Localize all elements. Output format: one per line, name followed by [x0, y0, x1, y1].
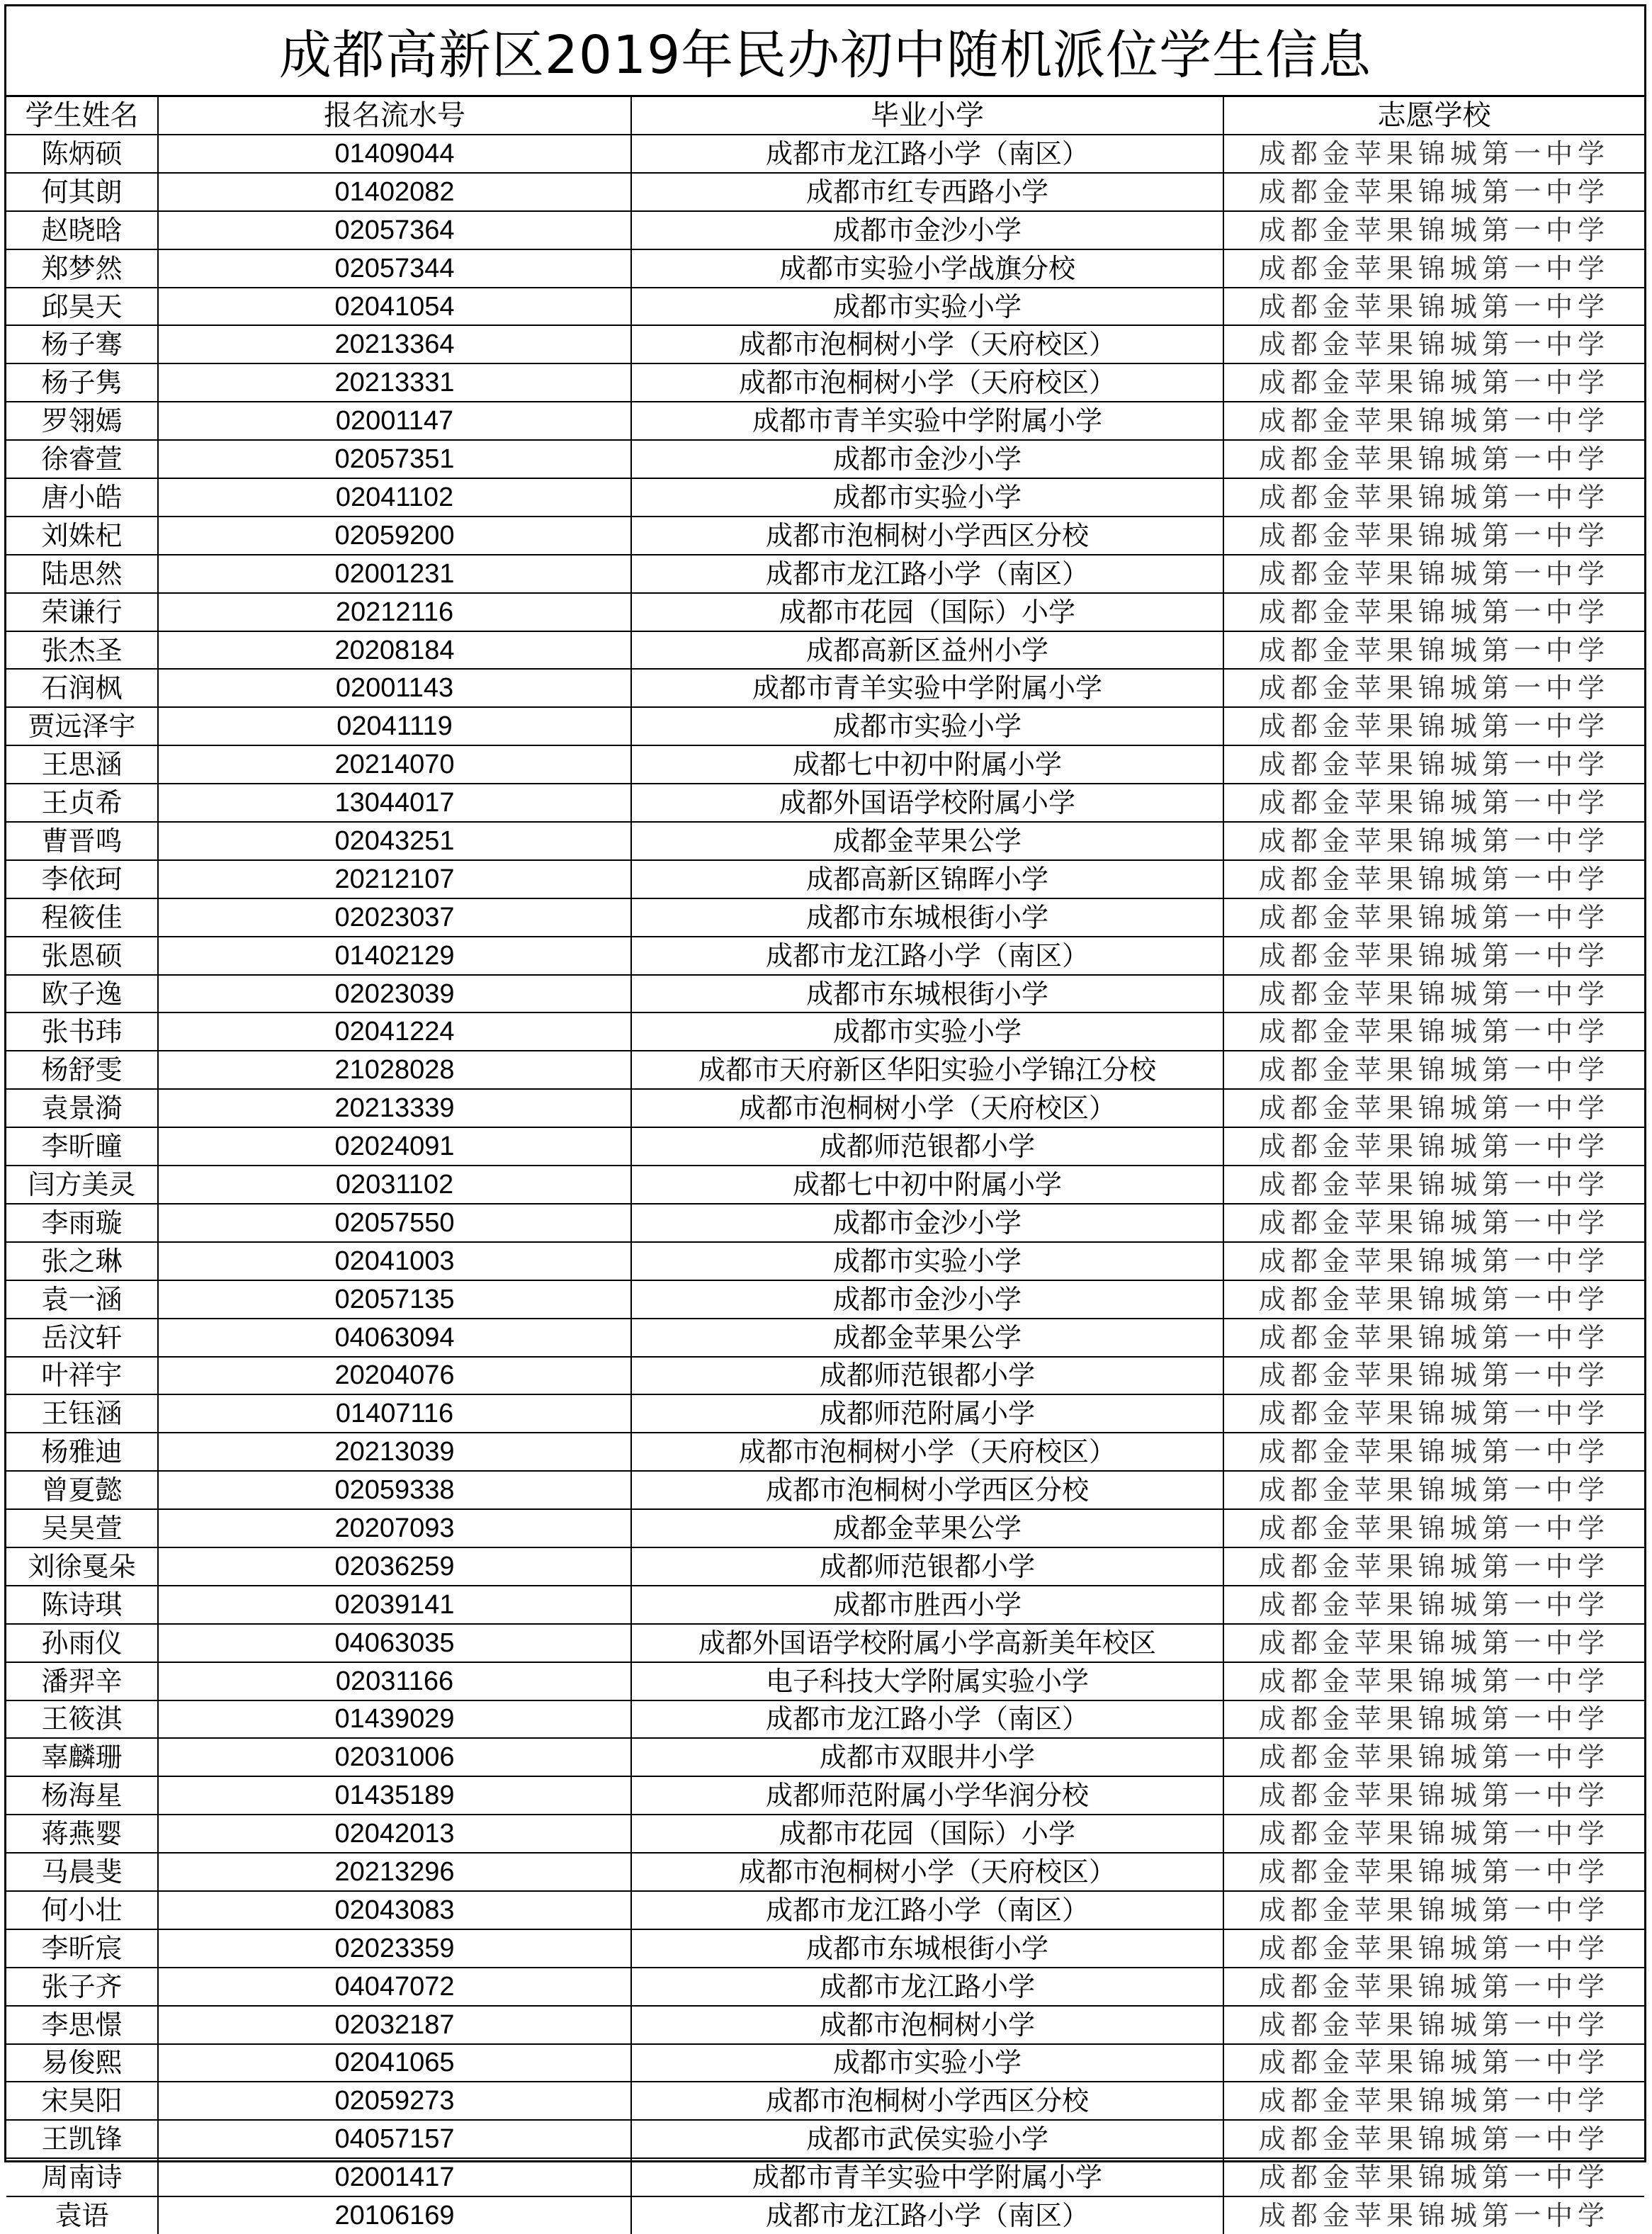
volunteer-school-cell: 成都金苹果锦城第一中学: [1223, 784, 1644, 822]
header-student-name: 学生姓名: [6, 97, 158, 135]
registration-number-cell: 02042013: [158, 1815, 631, 1853]
student-name-cell: 王贞希: [6, 784, 158, 822]
registration-number-cell: 21028028: [158, 1051, 631, 1089]
registration-number-cell: 02057135: [158, 1280, 631, 1319]
primary-school-cell: 成都市龙江路小学: [631, 1968, 1223, 2006]
table-row: [6, 1586, 1644, 1624]
volunteer-school-cell: 成都金苹果锦城第一中学: [1223, 1012, 1644, 1051]
primary-school-cell: 成都市龙江路小学（南区）: [631, 937, 1223, 975]
registration-number-cell: 04057157: [158, 2120, 631, 2158]
table-row: [6, 1891, 1644, 1929]
table-row: [6, 1127, 1644, 1166]
primary-school-cell: 成都市东城根街小学: [631, 898, 1223, 937]
volunteer-school-cell: 成都金苹果锦城第一中学: [1223, 2158, 1644, 2196]
student-name-cell: 潘羿辛: [6, 1662, 158, 1700]
primary-school-cell: 成都市龙江路小学（南区）: [631, 2196, 1223, 2234]
student-name-cell: 张书玮: [6, 1012, 158, 1051]
registration-number-cell: 02024091: [158, 1127, 631, 1166]
table-row: [6, 173, 1644, 211]
registration-number-cell: 01439029: [158, 1700, 631, 1739]
student-name-cell: 李依珂: [6, 860, 158, 898]
registration-number-cell: 20213339: [158, 1089, 631, 1127]
volunteer-school-cell: 成都金苹果锦城第一中学: [1223, 1776, 1644, 1815]
table-row: [6, 1204, 1644, 1242]
primary-school-cell: 成都高新区益州小学: [631, 631, 1223, 670]
table-row: [6, 1509, 1644, 1547]
primary-school-cell: 成都师范附属小学: [631, 1394, 1223, 1433]
registration-number-cell: 01402082: [158, 173, 631, 211]
registration-number-cell: 02041119: [158, 707, 631, 745]
registration-number-cell: 02057550: [158, 1204, 631, 1242]
table-row: [6, 1815, 1644, 1853]
primary-school-cell: 成都高新区锦晖小学: [631, 860, 1223, 898]
student-name-cell: 王思涵: [6, 745, 158, 784]
volunteer-school-cell: 成都金苹果锦城第一中学: [1223, 1204, 1644, 1242]
student-name-cell: 刘姝杞: [6, 517, 158, 555]
volunteer-school-cell: 成都金苹果锦城第一中学: [1223, 2044, 1644, 2082]
table-row: [6, 555, 1644, 593]
registration-number-cell: 02041054: [158, 288, 631, 326]
primary-school-cell: 成都金苹果公学: [631, 1319, 1223, 1357]
volunteer-school-cell: 成都金苹果锦城第一中学: [1223, 1662, 1644, 1700]
student-name-cell: 王凯锋: [6, 2120, 158, 2158]
registration-number-cell: 20207093: [158, 1509, 631, 1547]
volunteer-school-cell: 成都金苹果锦城第一中学: [1223, 1738, 1644, 1776]
student-name-cell: 李雨璇: [6, 1204, 158, 1242]
volunteer-school-cell: 成都金苹果锦城第一中学: [1223, 1394, 1644, 1433]
student-name-cell: 杨舒雯: [6, 1051, 158, 1089]
primary-school-cell: 成都市金沙小学: [631, 1280, 1223, 1319]
student-name-cell: 吴昊萱: [6, 1509, 158, 1547]
student-name-cell: 岳汶轩: [6, 1319, 158, 1357]
table-row: [6, 478, 1644, 517]
primary-school-cell: 成都市实验小学: [631, 288, 1223, 326]
student-name-cell: 陆思然: [6, 555, 158, 593]
student-name-cell: 曾夏懿: [6, 1471, 158, 1509]
primary-school-cell: 成都市青羊实验中学附属小学: [631, 402, 1223, 440]
registration-number-cell: 02059200: [158, 517, 631, 555]
volunteer-school-cell: 成都金苹果锦城第一中学: [1223, 1929, 1644, 1968]
table-row: [6, 1242, 1644, 1280]
student-name-cell: 程筱佳: [6, 898, 158, 937]
student-name-cell: 郑梦然: [6, 249, 158, 288]
table-row: [6, 249, 1644, 288]
volunteer-school-cell: 成都金苹果锦城第一中学: [1223, 593, 1644, 631]
student-name-cell: 邱昊天: [6, 288, 158, 326]
primary-school-cell: 成都师范银都小学: [631, 1127, 1223, 1166]
table-row: [6, 211, 1644, 249]
table-row: [6, 1929, 1644, 1968]
table-row: [6, 631, 1644, 670]
table-row: [6, 975, 1644, 1013]
student-name-cell: 张杰圣: [6, 631, 158, 670]
student-name-cell: 刘徐戛朵: [6, 1547, 158, 1586]
student-name-cell: 王钰涵: [6, 1394, 158, 1433]
primary-school-cell: 电子科技大学附属实验小学: [631, 1662, 1223, 1700]
primary-school-cell: 成都市龙江路小学（南区）: [631, 1891, 1223, 1929]
table-row: [6, 745, 1644, 784]
student-name-cell: 张子齐: [6, 1968, 158, 2006]
registration-number-cell: 13044017: [158, 784, 631, 822]
registration-number-cell: 02001143: [158, 669, 631, 707]
student-name-cell: 马晨斐: [6, 1853, 158, 1891]
student-name-cell: 蒋燕婴: [6, 1815, 158, 1853]
registration-number-cell: 02031006: [158, 1738, 631, 1776]
student-name-cell: 李思憬: [6, 2006, 158, 2044]
volunteer-school-cell: 成都金苹果锦城第一中学: [1223, 1166, 1644, 1204]
table-row: [6, 1738, 1644, 1776]
volunteer-school-cell: 成都金苹果锦城第一中学: [1223, 1280, 1644, 1319]
volunteer-school-cell: 成都金苹果锦城第一中学: [1223, 363, 1644, 402]
registration-number-cell: 02032187: [158, 2006, 631, 2044]
volunteer-school-cell: 成都金苹果锦城第一中学: [1223, 898, 1644, 937]
primary-school-cell: 成都市实验小学: [631, 2044, 1223, 2082]
table-row: [6, 593, 1644, 631]
volunteer-school-cell: 成都金苹果锦城第一中学: [1223, 325, 1644, 363]
registration-number-cell: 02043251: [158, 822, 631, 860]
table-row: [6, 2044, 1644, 2082]
volunteer-school-cell: 成都金苹果锦城第一中学: [1223, 1547, 1644, 1586]
student-name-cell: 周南诗: [6, 2158, 158, 2196]
table-row: [6, 1471, 1644, 1509]
table-row: [6, 860, 1644, 898]
registration-number-cell: 02059338: [158, 1471, 631, 1509]
primary-school-cell: 成都金苹果公学: [631, 822, 1223, 860]
volunteer-school-cell: 成都金苹果锦城第一中学: [1223, 1357, 1644, 1395]
table-row: [6, 784, 1644, 822]
student-name-cell: 袁一涵: [6, 1280, 158, 1319]
student-name-cell: 赵晓晗: [6, 211, 158, 249]
primary-school-cell: 成都市花园（国际）小学: [631, 1815, 1223, 1853]
student-name-cell: 罗翎嫣: [6, 402, 158, 440]
table-row: [6, 822, 1644, 860]
registration-number-cell: 01435189: [158, 1776, 631, 1815]
registration-number-cell: 20214070: [158, 745, 631, 784]
volunteer-school-cell: 成都金苹果锦城第一中学: [1223, 288, 1644, 326]
table-row: [6, 1357, 1644, 1395]
primary-school-cell: 成都七中初中附属小学: [631, 745, 1223, 784]
volunteer-school-cell: 成都金苹果锦城第一中学: [1223, 555, 1644, 593]
registration-number-cell: 02057351: [158, 440, 631, 478]
page-title: 成都高新区2019年民办初中随机派位学生信息: [6, 6, 1644, 97]
header-volunteer-school: 志愿学校: [1223, 97, 1644, 135]
primary-school-cell: 成都市青羊实验中学附属小学: [631, 669, 1223, 707]
student-name-cell: 杨子骞: [6, 325, 158, 363]
registration-number-cell: 02041102: [158, 478, 631, 517]
header-primary-school: 毕业小学: [631, 97, 1223, 135]
student-name-cell: 张恩硕: [6, 937, 158, 975]
registration-number-cell: 02036259: [158, 1547, 631, 1586]
table-row: [6, 135, 1644, 173]
registration-number-cell: 02023039: [158, 975, 631, 1013]
registration-number-cell: 02023037: [158, 898, 631, 937]
primary-school-cell: 成都市泡桐树小学西区分校: [631, 517, 1223, 555]
student-name-cell: 叶祥宇: [6, 1357, 158, 1395]
table-row: [6, 2120, 1644, 2158]
table-body: [6, 135, 1644, 2234]
volunteer-school-cell: 成都金苹果锦城第一中学: [1223, 975, 1644, 1013]
primary-school-cell: 成都金苹果公学: [631, 1509, 1223, 1547]
table-row: [6, 2158, 1644, 2196]
registration-number-cell: 02031102: [158, 1166, 631, 1204]
primary-school-cell: 成都市金沙小学: [631, 440, 1223, 478]
table-row: [6, 1166, 1644, 1204]
table-row: [6, 440, 1644, 478]
volunteer-school-cell: 成都金苹果锦城第一中学: [1223, 1433, 1644, 1471]
registration-number-cell: 02001417: [158, 2158, 631, 2196]
registration-number-cell: 20213364: [158, 325, 631, 363]
volunteer-school-cell: 成都金苹果锦城第一中学: [1223, 211, 1644, 249]
volunteer-school-cell: 成都金苹果锦城第一中学: [1223, 2082, 1644, 2120]
primary-school-cell: 成都外国语学校附属小学高新美年校区: [631, 1624, 1223, 1662]
primary-school-cell: 成都市东城根街小学: [631, 975, 1223, 1013]
primary-school-cell: 成都市泡桐树小学（天府校区）: [631, 1433, 1223, 1471]
registration-number-cell: 02001231: [158, 555, 631, 593]
registration-number-cell: 20212107: [158, 860, 631, 898]
table-row: [6, 898, 1644, 937]
registration-number-cell: 02023359: [158, 1929, 631, 1968]
volunteer-school-cell: 成都金苹果锦城第一中学: [1223, 440, 1644, 478]
table-row: [6, 1280, 1644, 1319]
primary-school-cell: 成都市泡桐树小学西区分校: [631, 2082, 1223, 2120]
volunteer-school-cell: 成都金苹果锦城第一中学: [1223, 631, 1644, 670]
table-row: [6, 937, 1644, 975]
volunteer-school-cell: 成都金苹果锦城第一中学: [1223, 1509, 1644, 1547]
registration-number-cell: 01409044: [158, 135, 631, 173]
student-name-cell: 杨子隽: [6, 363, 158, 402]
student-name-cell: 贾远泽宇: [6, 707, 158, 745]
table-row: [6, 1547, 1644, 1586]
student-name-cell: 曹晋鸣: [6, 822, 158, 860]
student-name-cell: 徐睿萱: [6, 440, 158, 478]
volunteer-school-cell: 成都金苹果锦城第一中学: [1223, 937, 1644, 975]
registration-number-cell: 20204076: [158, 1357, 631, 1395]
table-row: [6, 707, 1644, 745]
student-name-cell: 张之琳: [6, 1242, 158, 1280]
primary-school-cell: 成都市泡桐树小学西区分校: [631, 1471, 1223, 1509]
registration-number-cell: 01402129: [158, 937, 631, 975]
primary-school-cell: 成都市泡桐树小学: [631, 2006, 1223, 2044]
primary-school-cell: 成都市泡桐树小学（天府校区）: [631, 363, 1223, 402]
table-row: [6, 669, 1644, 707]
table-row: [6, 1051, 1644, 1089]
volunteer-school-cell: 成都金苹果锦城第一中学: [1223, 135, 1644, 173]
primary-school-cell: 成都市双眼井小学: [631, 1738, 1223, 1776]
primary-school-cell: 成都市泡桐树小学（天府校区）: [631, 325, 1223, 363]
primary-school-cell: 成都市红专西路小学: [631, 173, 1223, 211]
registration-number-cell: 20213296: [158, 1853, 631, 1891]
primary-school-cell: 成都市实验小学战旗分校: [631, 249, 1223, 288]
student-name-cell: 何小壮: [6, 1891, 158, 1929]
registration-number-cell: 02001147: [158, 402, 631, 440]
registration-number-cell: 02057364: [158, 211, 631, 249]
registration-number-cell: 02031166: [158, 1662, 631, 1700]
volunteer-school-cell: 成都金苹果锦城第一中学: [1223, 1968, 1644, 2006]
volunteer-school-cell: 成都金苹果锦城第一中学: [1223, 2006, 1644, 2044]
table-row: [6, 1968, 1644, 2006]
primary-school-cell: 成都市龙江路小学（南区）: [631, 135, 1223, 173]
volunteer-school-cell: 成都金苹果锦城第一中学: [1223, 1127, 1644, 1166]
primary-school-cell: 成都市青羊实验中学附属小学: [631, 2158, 1223, 2196]
student-name-cell: 欧子逸: [6, 975, 158, 1013]
student-name-cell: 唐小皓: [6, 478, 158, 517]
registration-number-cell: 02039141: [158, 1586, 631, 1624]
primary-school-cell: 成都市金沙小学: [631, 1204, 1223, 1242]
registration-number-cell: 01407116: [158, 1394, 631, 1433]
registration-number-cell: 04063035: [158, 1624, 631, 1662]
table-row: [6, 1394, 1644, 1433]
registration-number-cell: 02043083: [158, 1891, 631, 1929]
student-name-cell: 李昕宸: [6, 1929, 158, 1968]
volunteer-school-cell: 成都金苹果锦城第一中学: [1223, 1242, 1644, 1280]
student-name-cell: 袁语: [6, 2196, 158, 2234]
primary-school-cell: 成都外国语学校附属小学: [631, 784, 1223, 822]
volunteer-school-cell: 成都金苹果锦城第一中学: [1223, 1624, 1644, 1662]
table-row: [6, 1776, 1644, 1815]
volunteer-school-cell: 成都金苹果锦城第一中学: [1223, 2120, 1644, 2158]
table-row: [6, 1853, 1644, 1891]
student-name-cell: 李昕曈: [6, 1127, 158, 1166]
registration-number-cell: 02041065: [158, 2044, 631, 2082]
registration-number-cell: 20106169: [158, 2196, 631, 2234]
table-row: [6, 1433, 1644, 1471]
primary-school-cell: 成都市天府新区华阳实验小学锦江分校: [631, 1051, 1223, 1089]
registration-number-cell: 20212116: [158, 593, 631, 631]
volunteer-school-cell: 成都金苹果锦城第一中学: [1223, 1319, 1644, 1357]
volunteer-school-cell: 成都金苹果锦城第一中学: [1223, 1051, 1644, 1089]
student-name-cell: 宋昊阳: [6, 2082, 158, 2120]
volunteer-school-cell: 成都金苹果锦城第一中学: [1223, 1815, 1644, 1853]
header-registration-number: 报名流水号: [158, 97, 631, 135]
volunteer-school-cell: 成都金苹果锦城第一中学: [1223, 745, 1644, 784]
student-name-cell: 杨雅迪: [6, 1433, 158, 1471]
student-name-cell: 陈炳硕: [6, 135, 158, 173]
student-name-cell: 荣谦行: [6, 593, 158, 631]
table-row: [6, 402, 1644, 440]
volunteer-school-cell: 成都金苹果锦城第一中学: [1223, 1471, 1644, 1509]
student-table-sheet: [4, 4, 1646, 2232]
volunteer-school-cell: 成都金苹果锦城第一中学: [1223, 2196, 1644, 2234]
volunteer-school-cell: 成都金苹果锦城第一中学: [1223, 1891, 1644, 1929]
volunteer-school-cell: 成都金苹果锦城第一中学: [1223, 249, 1644, 288]
student-table: [6, 97, 1644, 2234]
volunteer-school-cell: 成都金苹果锦城第一中学: [1223, 1700, 1644, 1739]
table-row: [6, 2006, 1644, 2044]
primary-school-cell: 成都市金沙小学: [631, 211, 1223, 249]
primary-school-cell: 成都市龙江路小学（南区）: [631, 555, 1223, 593]
student-name-cell: 袁景漪: [6, 1089, 158, 1127]
student-name-cell: 闫方美灵: [6, 1166, 158, 1204]
volunteer-school-cell: 成都金苹果锦城第一中学: [1223, 1089, 1644, 1127]
primary-school-cell: 成都市泡桐树小学（天府校区）: [631, 1853, 1223, 1891]
registration-number-cell: 02041224: [158, 1012, 631, 1051]
primary-school-cell: 成都市武侯实验小学: [631, 2120, 1223, 2158]
table-row: [6, 2082, 1644, 2120]
student-name-cell: 易俊熙: [6, 2044, 158, 2082]
table-row: [6, 1089, 1644, 1127]
primary-school-cell: 成都市胜西小学: [631, 1586, 1223, 1624]
table-row: [6, 288, 1644, 326]
volunteer-school-cell: 成都金苹果锦城第一中学: [1223, 517, 1644, 555]
registration-number-cell: 04047072: [158, 1968, 631, 2006]
primary-school-cell: 成都师范银都小学: [631, 1357, 1223, 1395]
student-name-cell: 何其朗: [6, 173, 158, 211]
registration-number-cell: 20208184: [158, 631, 631, 670]
table-row: [6, 2196, 1644, 2234]
primary-school-cell: 成都市实验小学: [631, 1242, 1223, 1280]
primary-school-cell: 成都市实验小学: [631, 707, 1223, 745]
volunteer-school-cell: 成都金苹果锦城第一中学: [1223, 669, 1644, 707]
primary-school-cell: 成都师范附属小学华润分校: [631, 1776, 1223, 1815]
volunteer-school-cell: 成都金苹果锦城第一中学: [1223, 173, 1644, 211]
student-name-cell: 陈诗琪: [6, 1586, 158, 1624]
primary-school-cell: 成都市东城根街小学: [631, 1929, 1223, 1968]
volunteer-school-cell: 成都金苹果锦城第一中学: [1223, 1586, 1644, 1624]
table-row: [6, 1624, 1644, 1662]
student-name-cell: 辜麟珊: [6, 1738, 158, 1776]
volunteer-school-cell: 成都金苹果锦城第一中学: [1223, 402, 1644, 440]
primary-school-cell: 成都市龙江路小学（南区）: [631, 1700, 1223, 1739]
student-name-cell: 石润枫: [6, 669, 158, 707]
table-row: [6, 1319, 1644, 1357]
header-row: [6, 97, 1644, 135]
student-name-cell: 杨海星: [6, 1776, 158, 1815]
table-row: [6, 325, 1644, 363]
table-row: [6, 1012, 1644, 1051]
primary-school-cell: 成都市花园（国际）小学: [631, 593, 1223, 631]
volunteer-school-cell: 成都金苹果锦城第一中学: [1223, 1853, 1644, 1891]
primary-school-cell: 成都市实验小学: [631, 478, 1223, 517]
registration-number-cell: 02059273: [158, 2082, 631, 2120]
volunteer-school-cell: 成都金苹果锦城第一中学: [1223, 860, 1644, 898]
student-name-cell: 王筱淇: [6, 1700, 158, 1739]
registration-number-cell: 20213331: [158, 363, 631, 402]
table-row: [6, 1700, 1644, 1739]
student-name-cell: 孙雨仪: [6, 1624, 158, 1662]
volunteer-school-cell: 成都金苹果锦城第一中学: [1223, 478, 1644, 517]
table-row: [6, 363, 1644, 402]
primary-school-cell: 成都市泡桐树小学（天府校区）: [631, 1089, 1223, 1127]
primary-school-cell: 成都七中初中附属小学: [631, 1166, 1223, 1204]
registration-number-cell: 02041003: [158, 1242, 631, 1280]
volunteer-school-cell: 成都金苹果锦城第一中学: [1223, 707, 1644, 745]
primary-school-cell: 成都师范银都小学: [631, 1547, 1223, 1586]
table-row: [6, 1662, 1644, 1700]
registration-number-cell: 20213039: [158, 1433, 631, 1471]
registration-number-cell: 02057344: [158, 249, 631, 288]
table-row: [6, 517, 1644, 555]
registration-number-cell: 04063094: [158, 1319, 631, 1357]
primary-school-cell: 成都市实验小学: [631, 1012, 1223, 1051]
volunteer-school-cell: 成都金苹果锦城第一中学: [1223, 822, 1644, 860]
